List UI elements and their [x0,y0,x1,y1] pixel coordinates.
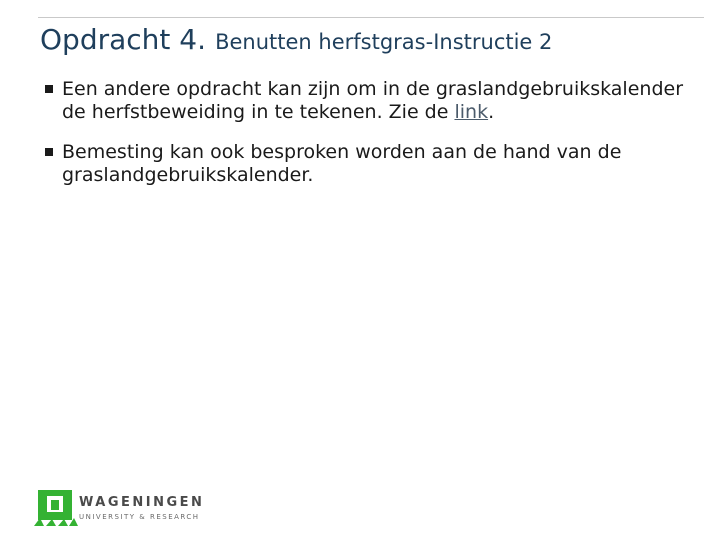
bullet-1-text: Een andere opdracht kan zijn om in de graslandgebruikskalender de herfstbeweiding in te tekenen. Zie de [62,78,684,123]
slide-title [40,23,553,56]
logo-title: WAGENINGEN [79,495,205,510]
square-bullet-icon [45,148,53,156]
wur-logo-text [79,495,204,521]
bullet-1-text-end: . [488,101,495,123]
bullet-item-2 [44,141,694,187]
slide-title-sub: Benutten herfstgras-Instructie 2 [215,30,553,54]
bullet-list [44,78,694,204]
bullet-item-1 [44,78,694,124]
slide-title-main: Opdracht 4. [40,23,206,56]
link[interactable]: link [454,101,489,123]
top-divider [38,17,704,18]
square-bullet-icon [45,85,53,93]
bullet-2-text: Bemesting kan ook besproken worden aan de hand van de graslandgebruikskalender. [62,141,622,186]
logo-subtitle: UNIVERSITY & RESEARCH [79,513,200,521]
